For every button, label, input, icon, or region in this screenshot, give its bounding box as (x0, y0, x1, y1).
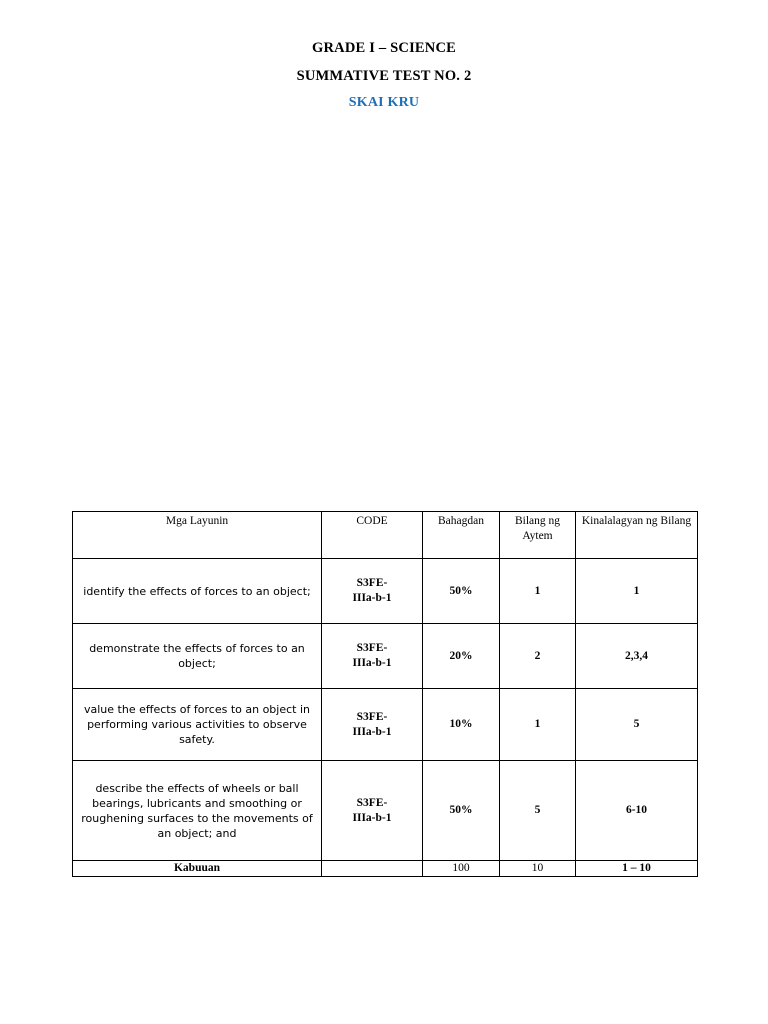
placement-cell: 6-10 (576, 761, 698, 861)
percent-cell: 10% (423, 689, 500, 761)
test-title: SUMMATIVE TEST NO. 2 (296, 68, 472, 84)
objective-cell: identify the effects of forces to an object; (73, 559, 322, 624)
code-line: S3FE- (356, 642, 388, 654)
code-cell (322, 689, 423, 761)
objective-cell: describe the effects of wheels or ball bearings, lubricants and smoothing or roughening surfaces to the movements of an object; and (73, 761, 322, 861)
total-code-cell (322, 861, 423, 877)
code-cell (322, 624, 423, 689)
item-count-cell: 1 (500, 559, 576, 624)
placement-cell: 5 (576, 689, 698, 761)
total-label-cell: Kabuuan (73, 861, 322, 877)
total-item-count-cell: 10 (500, 861, 576, 877)
code-line: IIIa-b-1 (352, 725, 392, 738)
code-line: S3FE- (356, 710, 388, 723)
objective-cell: demonstrate the effects of forces to an object; (73, 624, 322, 689)
item-count-cell: 2 (500, 624, 576, 689)
code-line: IIIa-b-1 (352, 592, 392, 604)
table-row (73, 624, 698, 689)
column-header-objectives: Mga Layunin (73, 512, 322, 559)
placement-cell: 2,3,4 (576, 624, 698, 689)
specification-table (72, 511, 698, 877)
brand-title: SKAI KRU (348, 95, 420, 110)
objective-cell: value the effects of forces to an object in performing various activities to observe safety. (73, 689, 322, 761)
code-cell (322, 559, 423, 624)
total-percent-cell: 100 (423, 861, 500, 877)
percent-cell: 50% (423, 761, 500, 861)
percent-cell: 50% (423, 559, 500, 624)
table-row (73, 761, 698, 861)
column-header-placement: Kinalalagyan ng Bilang (576, 512, 698, 559)
item-count-cell: 5 (500, 761, 576, 861)
code-line: IIIa-b-1 (352, 811, 392, 824)
table-row (73, 559, 698, 624)
code-line: IIIa-b-1 (352, 657, 392, 669)
column-header-code: CODE (322, 512, 423, 559)
item-count-cell: 1 (500, 689, 576, 761)
column-header-percent: Bahagdan (423, 512, 500, 559)
column-header-item-count: Bilang ng Aytem (500, 512, 576, 559)
grade-title: GRADE I – SCIENCE (312, 40, 456, 56)
code-line: S3FE- (356, 796, 388, 809)
percent-cell: 20% (423, 624, 500, 689)
table-row (73, 689, 698, 761)
code-line: S3FE- (356, 577, 388, 589)
placement-cell: 1 (576, 559, 698, 624)
table-header-row (73, 512, 698, 559)
code-cell (322, 761, 423, 861)
total-placement-cell: 1 – 10 (576, 861, 698, 877)
total-row (73, 861, 698, 877)
